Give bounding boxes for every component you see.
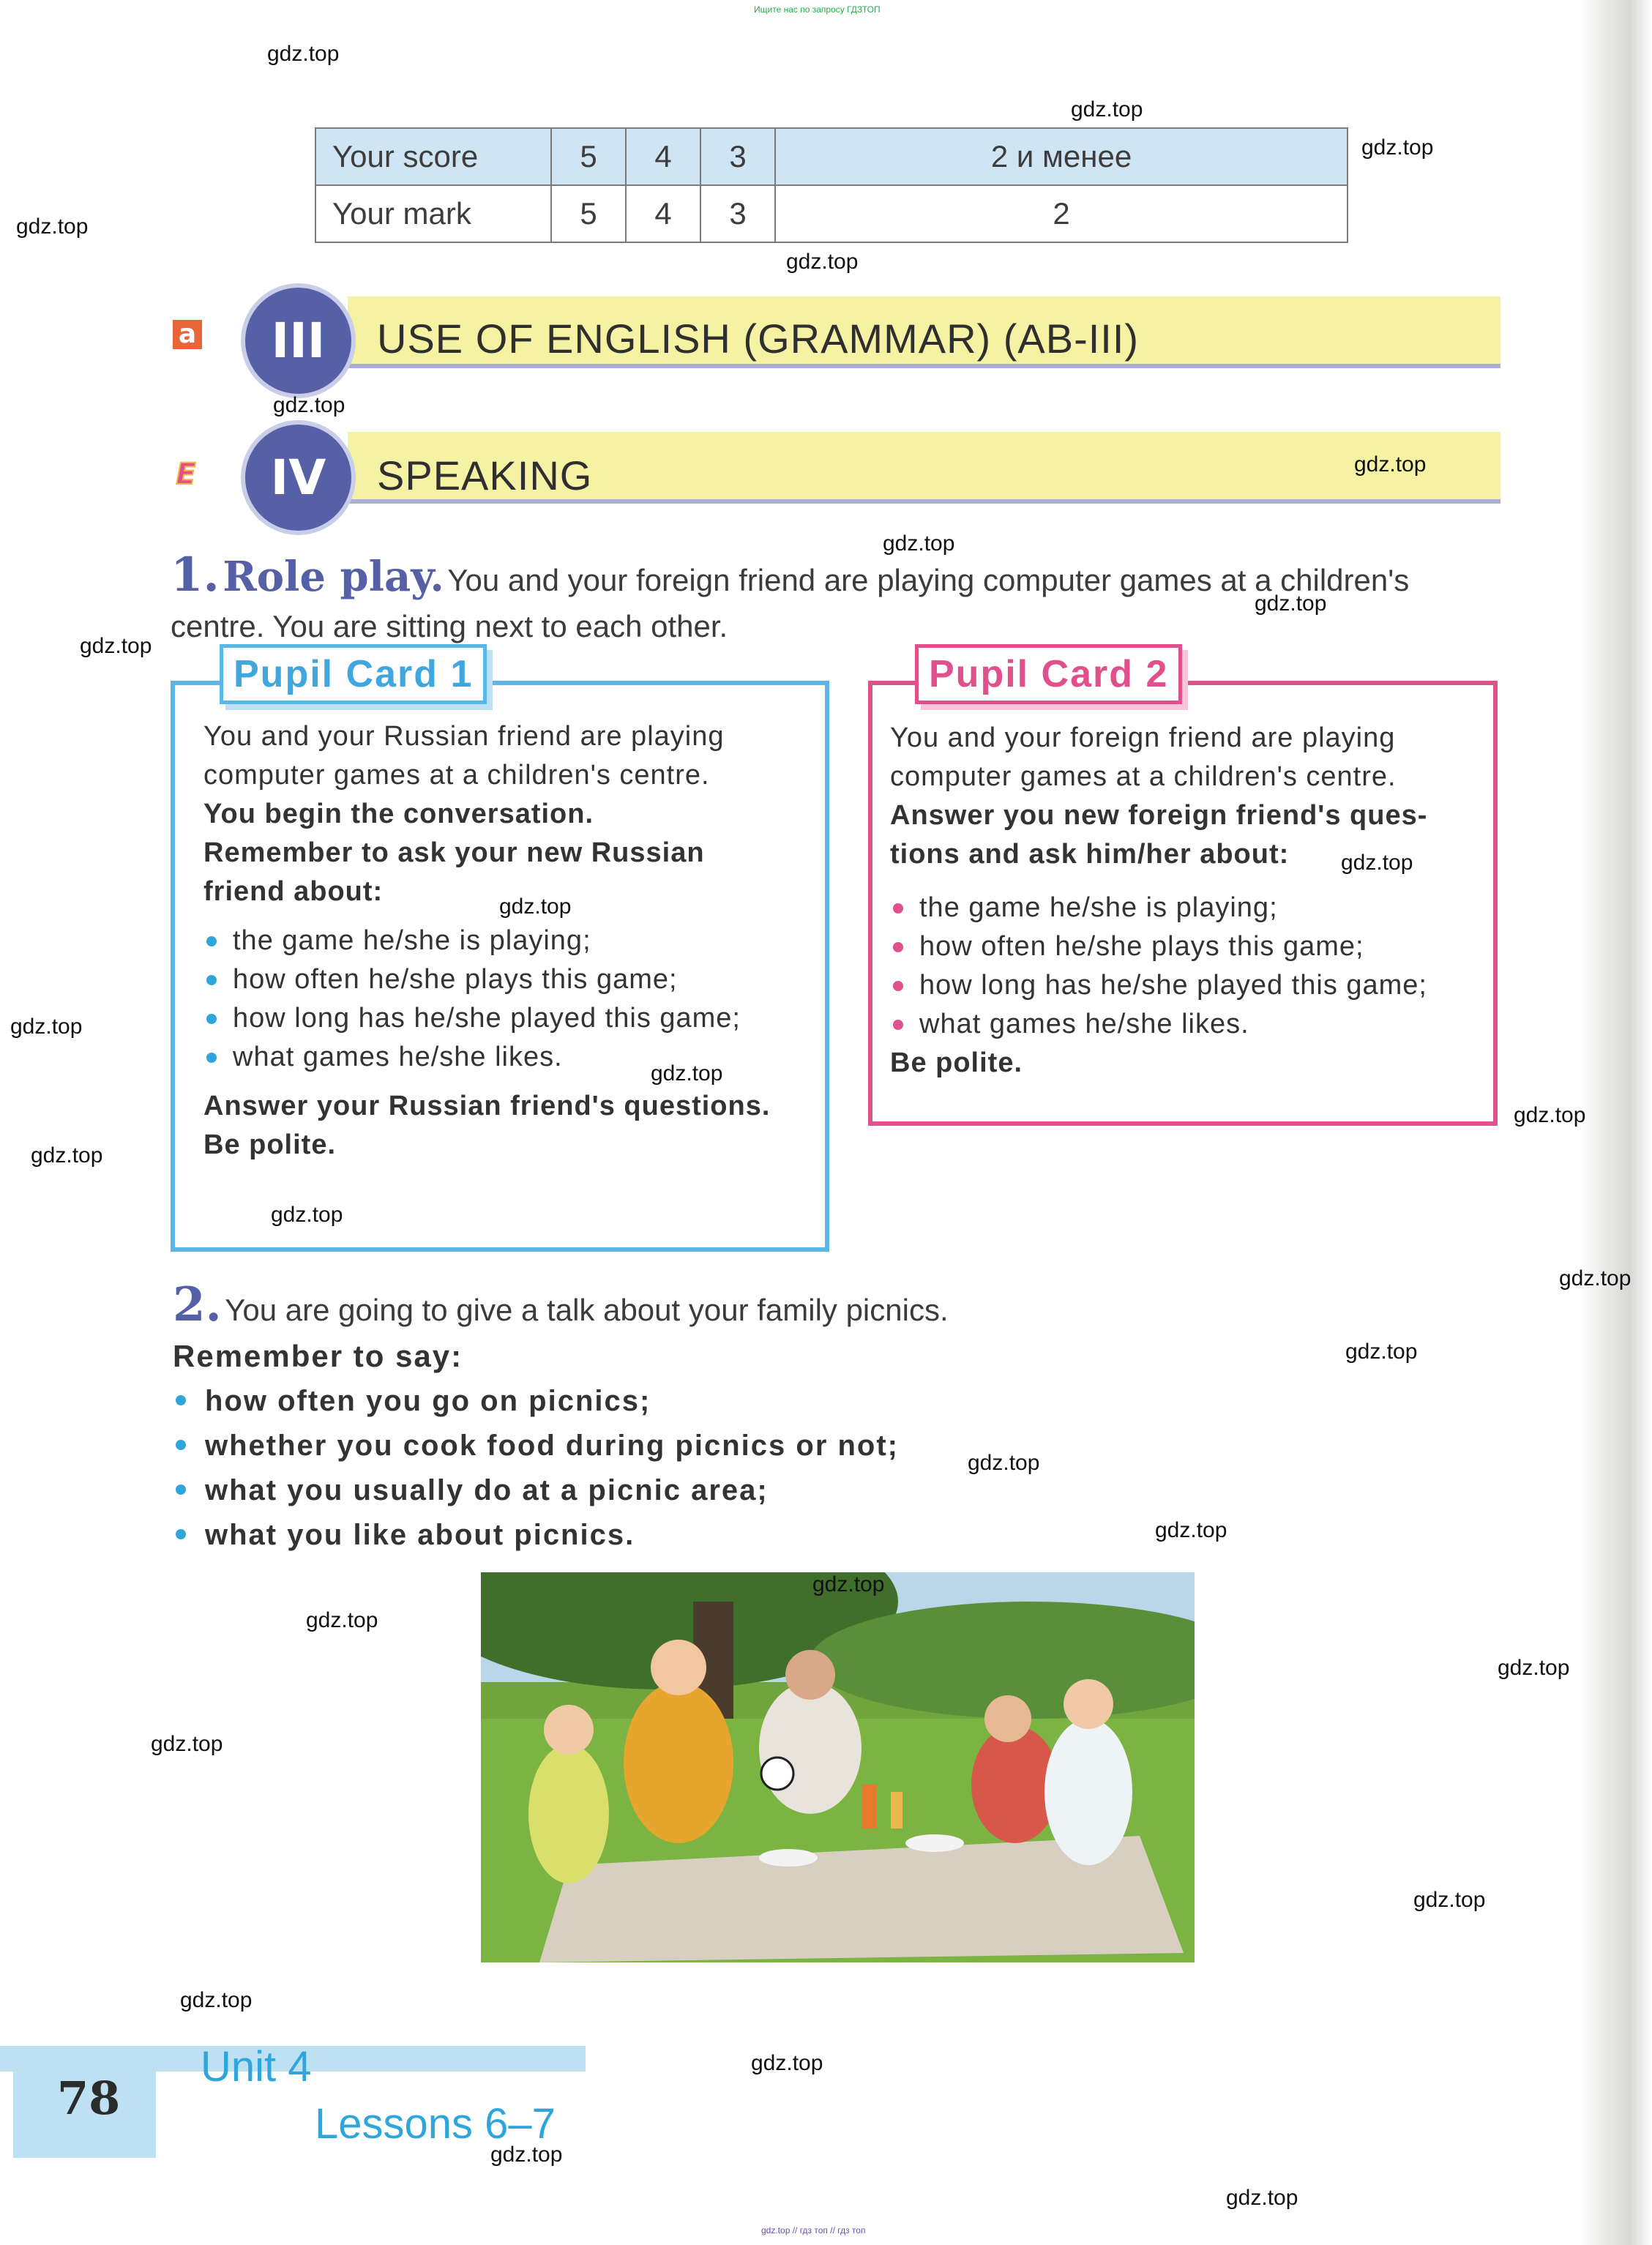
watermark: gdz.top xyxy=(1354,452,1427,477)
page-edge-shadow xyxy=(1579,0,1652,2245)
watermark: gdz.top xyxy=(151,1732,223,1756)
task-1-number: 1. xyxy=(171,548,220,602)
watermark: gdz.top xyxy=(786,250,859,274)
pupil-card-2-body xyxy=(890,719,1483,1083)
watermark: gdz.top xyxy=(1226,2186,1298,2210)
watermark: gdz.top xyxy=(490,2143,563,2167)
task-1-heading: Role play. xyxy=(223,553,444,601)
watermark: gdz.top xyxy=(1361,135,1434,160)
pupil-card-1-body xyxy=(203,717,804,1165)
table-cell: 3 xyxy=(700,128,775,185)
watermark: gdz.top xyxy=(80,634,152,658)
watermark: gdz.top xyxy=(267,42,340,66)
list-item: how often he/she plays this game; xyxy=(203,960,804,999)
picnic-photo-illustration xyxy=(481,1572,1195,1962)
table-cell: Your score xyxy=(315,128,551,185)
table-cell: 4 xyxy=(626,185,700,242)
table-cell: 5 xyxy=(551,128,626,185)
watermark: gdz.top xyxy=(1514,1103,1586,1127)
watermark: gdz.top xyxy=(751,2051,823,2075)
section-3-badge-icon: a xyxy=(173,320,202,349)
pupil-card-1-title: Pupil Card 1 xyxy=(220,644,487,704)
lessons-label: Lessons 6–7 xyxy=(315,2100,556,2148)
card-text-line: You and your Russian friend are playing xyxy=(203,721,725,752)
list-item: the game he/she is playing; xyxy=(203,922,804,960)
task-1-text: You and your foreign friend are playing computer games at a children's xyxy=(447,563,1410,597)
section-4-badge-icon: E xyxy=(176,457,196,491)
card-instruction: Answer you new foreign friend's ques- xyxy=(890,800,1428,831)
score-table xyxy=(315,127,1348,243)
card-instruction: Remember to ask your new Russian xyxy=(203,837,705,868)
unit-label: Unit 4 xyxy=(201,2043,312,2091)
card-2-list xyxy=(890,889,1483,1044)
watermark: gdz.top xyxy=(10,1015,83,1039)
list-item: whether you cook food during picnics or not; xyxy=(173,1424,1417,1468)
watermark: gdz.top xyxy=(1071,97,1143,122)
card-text-line: computer games at a children's centre. xyxy=(203,760,710,791)
task-1-text-line2: centre. You are sitting next to each other. xyxy=(171,609,728,643)
watermark: gdz.top xyxy=(273,393,345,417)
watermark: gdz.top xyxy=(271,1203,343,1227)
watermark: gdz.top xyxy=(16,214,89,239)
table-cell: 2 и менее xyxy=(775,128,1348,185)
card-instruction: friend about: xyxy=(203,876,384,907)
bottom-note: gdz.top // гдз топ // гдз топ xyxy=(761,2225,866,2235)
list-item: what you usually do at a picnic area; xyxy=(173,1468,1417,1513)
list-item: how long has he/she played this game; xyxy=(203,999,804,1038)
watermark: gdz.top xyxy=(651,1061,723,1086)
card-instruction: You begin the conversation. xyxy=(203,799,594,829)
table-row xyxy=(315,128,1348,185)
watermark: gdz.top xyxy=(31,1143,103,1168)
table-row xyxy=(315,185,1348,242)
watermark: gdz.top xyxy=(812,1572,885,1596)
section-4-title: SPEAKING xyxy=(377,452,593,498)
watermark: gdz.top xyxy=(1345,1340,1418,1364)
section-3-numeral: III xyxy=(245,288,351,394)
list-item: the game he/she is playing; xyxy=(890,889,1483,927)
table-cell: Your mark xyxy=(315,185,551,242)
list-item: what games he/she likes. xyxy=(203,1038,804,1077)
card-text-line: computer games at a children's centre. xyxy=(890,761,1397,792)
page-number: 78 xyxy=(57,2072,121,2125)
watermark: gdz.top xyxy=(180,1988,253,2012)
task-2-remember: Remember to say: xyxy=(173,1339,463,1373)
card-instruction: tions and ask him/her about: xyxy=(890,839,1290,870)
card-instruction: Be polite. xyxy=(203,1129,337,1160)
task-2 xyxy=(173,1277,1417,1558)
watermark: gdz.top xyxy=(1255,591,1327,616)
card-instruction: Be polite. xyxy=(890,1047,1023,1078)
table-cell: 4 xyxy=(626,128,700,185)
section-3-title: USE OF ENGLISH (GRAMMAR) (AB-III) xyxy=(377,315,1140,362)
task-2-list xyxy=(173,1379,1417,1558)
list-item: how long has he/she played this game; xyxy=(890,966,1483,1005)
watermark: gdz.top xyxy=(1498,1656,1570,1680)
list-item: what you like about picnics. xyxy=(173,1513,1417,1558)
pupil-card-2-title: Pupil Card 2 xyxy=(915,644,1182,704)
table-cell: 2 xyxy=(775,185,1348,242)
watermark: gdz.top xyxy=(883,531,955,556)
watermark: gdz.top xyxy=(306,1608,378,1632)
watermark: gdz.top xyxy=(499,894,572,919)
card-text-line: You and your foreign friend are playing xyxy=(890,722,1396,753)
picnic-photo xyxy=(481,1572,1195,1962)
list-item: what games he/she likes. xyxy=(890,1005,1483,1044)
watermark: gdz.top xyxy=(1559,1266,1632,1290)
watermark: gdz.top xyxy=(968,1451,1040,1475)
list-item: how often he/she plays this game; xyxy=(890,927,1483,966)
watermark: gdz.top xyxy=(1155,1518,1227,1542)
table-cell: 3 xyxy=(700,185,775,242)
section-4-numeral: IV xyxy=(245,425,351,531)
table-cell: 5 xyxy=(551,185,626,242)
task-2-number: 2. xyxy=(173,1277,222,1332)
card-1-list xyxy=(203,922,804,1077)
top-note: Ищите нас по запросу ГДЗТОП xyxy=(754,4,881,15)
list-item: how often you go on picnics; xyxy=(173,1379,1417,1424)
watermark: gdz.top xyxy=(1413,1888,1486,1912)
watermark: gdz.top xyxy=(1341,851,1413,875)
task-2-text: You are going to give a talk about your family picnics. xyxy=(225,1293,949,1327)
card-instruction: Answer your Russian friend's questions. xyxy=(203,1091,771,1121)
